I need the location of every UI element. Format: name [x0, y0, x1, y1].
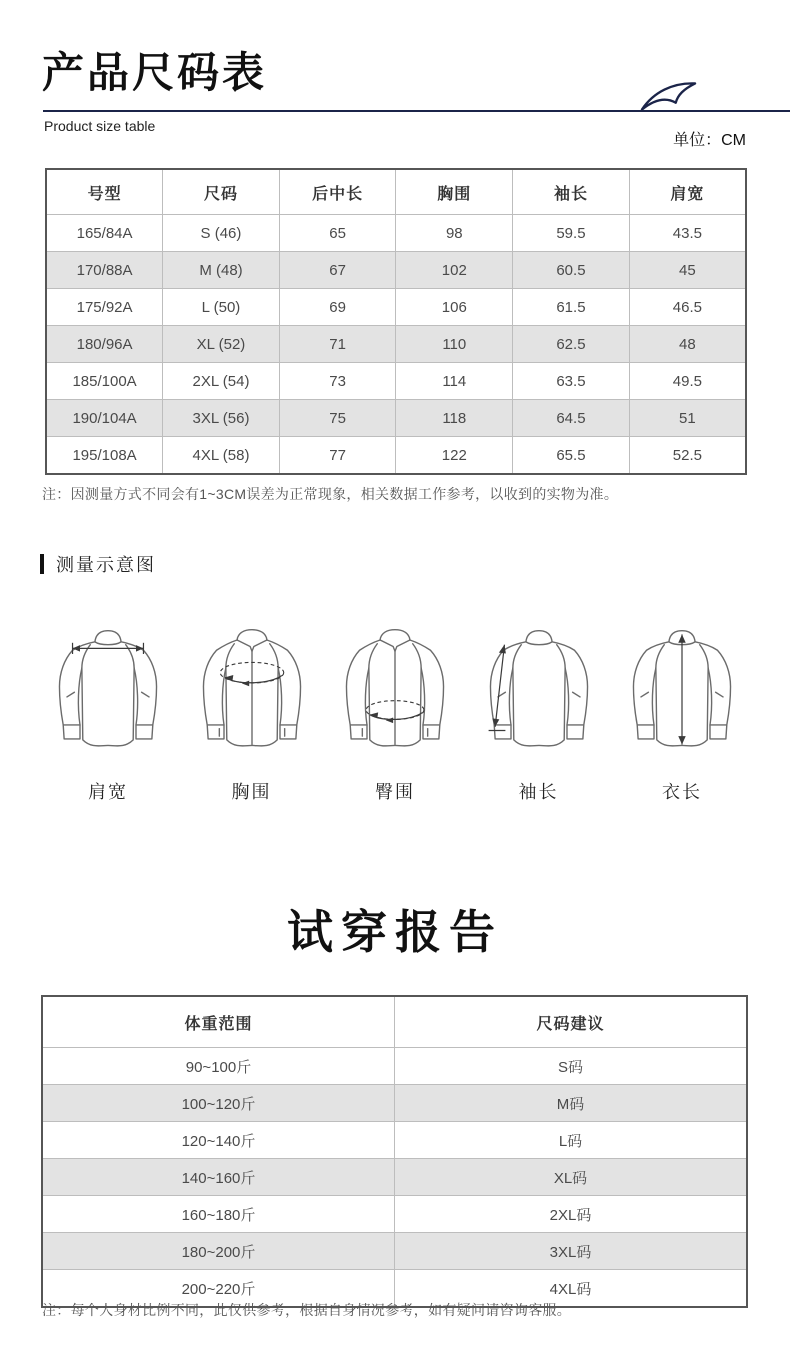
cell: 73	[279, 363, 396, 400]
cell: 165/84A	[46, 215, 163, 252]
cell: 185/100A	[46, 363, 163, 400]
cell: 106	[396, 289, 513, 326]
section-title: 测量示意图	[56, 555, 156, 575]
cell: 3XL码	[395, 1233, 748, 1270]
cell: M码	[395, 1085, 748, 1122]
cell: 45	[629, 252, 746, 289]
hip-shirt-icon	[339, 622, 451, 770]
cell: 43.5	[629, 215, 746, 252]
cell: 64.5	[513, 400, 630, 437]
table-row	[42, 1048, 747, 1085]
measurement-section-header	[40, 551, 156, 577]
cell: 160~180斤	[42, 1196, 395, 1233]
cell: 2XL (54)	[163, 363, 280, 400]
table-row	[42, 1122, 747, 1159]
cell: 62.5	[513, 326, 630, 363]
cell: 180~200斤	[42, 1233, 395, 1270]
table-row	[46, 437, 746, 475]
cell: 120~140斤	[42, 1122, 395, 1159]
column-header: 尺码建议	[395, 996, 748, 1048]
cell: 110	[396, 326, 513, 363]
cell: L码	[395, 1122, 748, 1159]
cell: L (50)	[163, 289, 280, 326]
cell: 65	[279, 215, 396, 252]
fit-report-title: 试穿报告	[287, 906, 503, 958]
cell: 46.5	[629, 289, 746, 326]
size-table-body	[46, 215, 746, 475]
column-header: 号型	[46, 169, 163, 215]
page-title: 产品尺码表	[42, 49, 268, 96]
figure-chest	[184, 622, 320, 804]
cell: S码	[395, 1048, 748, 1085]
table-row	[46, 289, 746, 326]
measurement-label: 衣长	[662, 782, 702, 802]
cell: 90~100斤	[42, 1048, 395, 1085]
column-header: 后中长	[279, 169, 396, 215]
chest-shirt-icon	[196, 622, 308, 770]
measurement-label: 胸围	[231, 782, 272, 802]
cell: M (48)	[163, 252, 280, 289]
size-table-header	[46, 169, 746, 215]
table-row	[42, 1196, 747, 1233]
header-row	[46, 169, 746, 215]
cell: 2XL码	[395, 1196, 748, 1233]
cell: 49.5	[629, 363, 746, 400]
table-row	[46, 215, 746, 252]
column-header: 尺码	[163, 169, 280, 215]
cell: 67	[279, 252, 396, 289]
cell: 170/88A	[46, 252, 163, 289]
figure-sleeve-length	[471, 622, 607, 804]
shoulder-width-shirt-icon	[52, 622, 164, 770]
cell: 4XL (58)	[163, 437, 280, 475]
cell: 51	[629, 400, 746, 437]
garment-length-shirt-icon	[626, 622, 738, 770]
figure-garment-length	[614, 622, 750, 804]
fit-table-header	[42, 996, 747, 1048]
cell: 175/92A	[46, 289, 163, 326]
figure-hip	[327, 622, 463, 804]
cell: 98	[396, 215, 513, 252]
column-header: 袖长	[513, 169, 630, 215]
cell: 195/108A	[46, 437, 163, 475]
cell: 48	[629, 326, 746, 363]
sleeve-length-shirt-icon	[483, 622, 595, 770]
measurement-label: 臀围	[375, 782, 415, 802]
cell: 180/96A	[46, 326, 163, 363]
cell: 77	[279, 437, 396, 475]
cell: XL码	[395, 1159, 748, 1196]
column-header: 肩宽	[629, 169, 746, 215]
cell: 71	[279, 326, 396, 363]
cell: 190/104A	[46, 400, 163, 437]
size-table	[45, 168, 747, 475]
fit-table-body	[42, 1048, 747, 1308]
cell: 59.5	[513, 215, 630, 252]
table-row	[42, 1159, 747, 1196]
cell: 102	[396, 252, 513, 289]
cell: 3XL (56)	[163, 400, 280, 437]
measurement-label: 袖长	[518, 782, 559, 802]
table-row	[46, 400, 746, 437]
column-header: 胸围	[396, 169, 513, 215]
cell: 60.5	[513, 252, 630, 289]
cell: 63.5	[513, 363, 630, 400]
section-marker-bar	[40, 554, 44, 574]
table-row	[42, 1085, 747, 1122]
fit-report-table	[41, 995, 748, 1308]
table-row	[46, 252, 746, 289]
measurement-label: 肩宽	[88, 782, 128, 802]
table-row	[42, 1233, 747, 1270]
column-header: 体重范围	[42, 996, 395, 1048]
page-subtitle: Product size table	[44, 118, 156, 134]
cell: 52.5	[629, 437, 746, 475]
size-table-note: 注：因测量方式不同会有1~3CM误差为正常现象，相关数据工作参考，以收到的实物为准。	[42, 486, 619, 502]
fit-report-note: 注：每个人身材比例不同，此仅供参考，根据自身情况参考，如有疑问请咨询客服。	[42, 1302, 572, 1318]
cell: 4XL码	[395, 1270, 748, 1308]
cell: 118	[396, 400, 513, 437]
cell: 122	[396, 437, 513, 475]
cell: XL (52)	[163, 326, 280, 363]
cell: 140~160斤	[42, 1159, 395, 1196]
cell: 65.5	[513, 437, 630, 475]
cell: 114	[396, 363, 513, 400]
cell: 200~220斤	[42, 1270, 395, 1308]
wave-fin-icon	[640, 80, 698, 112]
cell: 69	[279, 289, 396, 326]
cell: S (46)	[163, 215, 280, 252]
cell: 100~120斤	[42, 1085, 395, 1122]
cell: 61.5	[513, 289, 630, 326]
table-row	[46, 363, 746, 400]
table-row	[46, 326, 746, 363]
cell: 75	[279, 400, 396, 437]
unit-label: 单位：CM	[673, 132, 746, 149]
figure-shoulder-width	[40, 622, 176, 804]
header-row	[42, 996, 747, 1048]
measurement-diagram	[40, 622, 750, 804]
